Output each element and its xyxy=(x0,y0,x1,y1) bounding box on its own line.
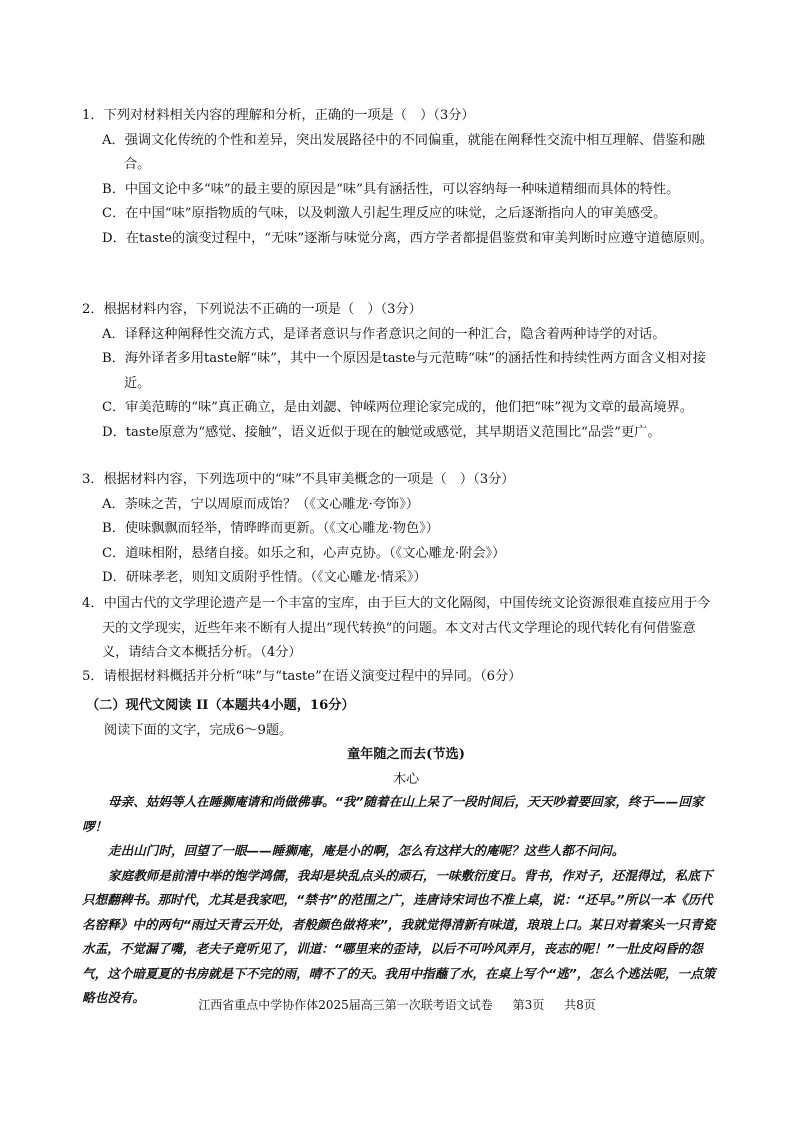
footer-page-number: 第3页 xyxy=(512,998,545,1012)
question-3-option-a: A．荼味之苦，宁以周原而成饴？（《文心雕龙·夸饰》） xyxy=(102,496,420,512)
question-4 xyxy=(82,592,722,666)
question-1-option-c: C．在中国“味”原指物质的气味，以及刺激人引起生理反应的味觉，之后逐渐指向人的审美感受。 xyxy=(102,206,667,221)
passage-paragraph-1: 母亲、姑妈等人在睡狮庵请和尚做佛事。“我”随着在山上呆了一段时间后，天天吵着要回家，终于——回家啰！ xyxy=(82,794,704,834)
question-2-option-d: D．taste原意为“感觉、接触”，语义近似于现在的触觉或感觉，其早期语义范围比“品尝”更广。 xyxy=(102,424,661,440)
passage-body xyxy=(82,790,722,1011)
question-2-stem: 2．根据材料内容，下列说法不正确的一项是（ ）（3分） xyxy=(82,302,422,317)
question-3-option-c: C．道味相附，悬绪自接。如乐之和，心声克协。（《文心雕龙·附会》） xyxy=(102,545,506,561)
question-2 xyxy=(82,298,722,445)
section-instruction: 阅读下面的文字，完成6～9题。 xyxy=(104,722,293,738)
passage-paragraph-2: 走出山门时，回望了一眼——睡狮庵，庵是小的啊，怎么有这样大的庵呢？这些人都不问问。 xyxy=(108,843,625,858)
question-3 xyxy=(82,468,722,591)
question-4-text: 4．中国古代的文学理论遗产是一个丰富的宝库，由于巨大的文化隔阂，中国传统文论资源很难直接应用于今天的文学现实，近些年来不断有人提出“现代转换”的问题。本文对古代文学理论的现代转化有何借鉴意义，请结合文本概括分析。（4分） xyxy=(82,596,711,660)
passage-author: 木心 xyxy=(392,771,420,787)
section-title: （二）现代文阅读 II（本题共4小题，16分） xyxy=(86,698,355,713)
question-1-option-d: D．在taste的演变过程中，“无味”逐渐与味觉分离，西方学者都提倡鉴赏和审美判断时应遵守道德原则。 xyxy=(102,230,713,246)
question-3-option-b: B．使味飘飘而轻举，情晔晔而更新。（《文心雕龙·物色》） xyxy=(102,521,439,536)
question-2-option-c: C．审美范畴的“味”真正确立，是由刘勰、钟嵘两位理论家完成的，他们把“味”视为文章的最高境界。 xyxy=(102,400,693,415)
passage-title: 童年随之而去(节选) xyxy=(347,747,465,762)
footer-exam-title: 江西省重点中学协作体2025届高三第一次联考语文试卷 xyxy=(198,998,493,1012)
passage-paragraph-3: 家庭教师是前清中举的饱学鸿儒，我却是块乱点头的顽石，一味敷衍度日。背书，作对子，还混得过，私底下只想翻稗书。那时代，尤其是我家吧，“禁书”的范围之广，连唐诗宋词也不准上桌，说：“还早。”所以一本《历代名窑释》中的两句“雨过天青云开处，者般颜色做将来”，我就觉得清新有味道，琅琅上口。某日对着案头一只青瓷水盂，不觉漏了嘴，老夫子竟听见了，训道：“哪里来的歪诗，以后不可吟风弄月，丧志的呢！”一肚皮闷昏的怨气，这个暗夏夏的书房就是下不完的雨，晴不了的天。我用中指蘸了水，在桌上写个“逃”，怎么个逃法呢，一点策略也没有。 xyxy=(82,867,716,1005)
question-1-stem: 1．下列对材料相关内容的理解和分析，正确的一项是（ ）（3分） xyxy=(82,108,475,123)
question-1-option-b: B．中国文论中多“味”的最主要的原因是“味”具有涵括性，可以容纳每一种味道精细而具体的特性。 xyxy=(102,181,680,197)
question-2-option-b: B．海外译者多用taste解“味”，其中一个原因是taste与元范畴“味”的涵括性和持续性两方面含义相对接近。 xyxy=(102,351,706,391)
question-3-option-d: D．研味孝老，则知文质附乎性情。（《文心雕龙·情采》） xyxy=(102,570,427,585)
question-5-text: 5．请根据材料概括并分析“味”与“taste”在语义演变过程中的异同。（6分） xyxy=(82,669,522,684)
question-1 xyxy=(82,104,722,251)
question-1-option-a: A．强调文化传统的个性和差异，突出发展路径中的不同偏重，就能在阐释性交流中相互理解、借鉴和融合。 xyxy=(102,132,705,172)
question-5 xyxy=(82,665,722,690)
question-3-stem: 3．根据材料内容，下列选项中的“味”不具审美概念的一项是（ ）（3分） xyxy=(82,472,515,487)
question-2-option-a: A．译释这种阐释性交流方式，是译者意识与作者意识之间的一种汇合，隐含着两种诗学的对话。 xyxy=(102,326,666,342)
page-footer xyxy=(0,996,794,1013)
section-2 xyxy=(86,694,726,792)
footer-total-pages: 共8页 xyxy=(564,998,596,1012)
